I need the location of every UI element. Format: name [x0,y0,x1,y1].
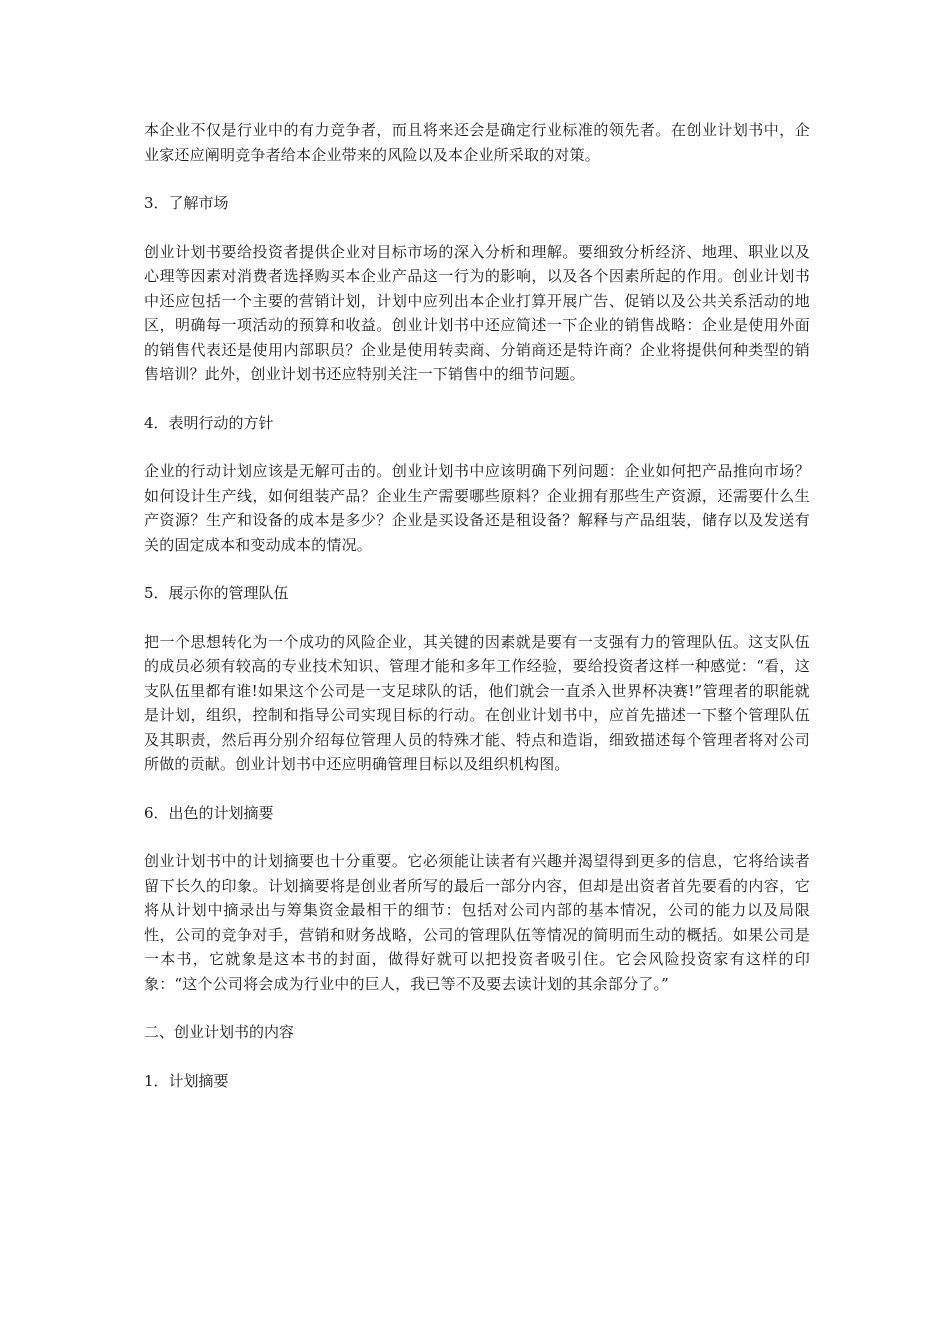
section-heading-action-plan: 4．表明行动的方针 [144,413,274,432]
chapter-heading-plan-contents: 二、创业计划书的内容 [144,1023,295,1041]
paragraph-management-team: 把一个思想转化为一个成功的风险企业，其关键的因素就是要有一支强有力的管理队伍。这支队伍的成员必须有较高的专业技术知识、管理才能和多年工作经验，要给投资者这样一种感觉：“看，这支队伍里都有谁!如果这个公司是一支足球队的话，他们就会一直杀入世界杯决赛!”管理者的职能就是计划，组织，控制和指导公司实现目标的行动。在创业计划书中，应首先描述一下整个管理队伍及其职责，然后再分别介绍每位管理人员的特殊才能、特点和造诣，细致描述每个管理者将对公司所做的贡献。创业计划书中还应明确管理目标以及组织机构图。 [144,632,810,773]
paragraph-executive-summary: 创业计划书中的计划摘要也十分重要。它必须能让读者有兴趣并渴望得到更多的信息，它将给读者留下长久的印象。计划摘要将是创业者所写的最后一部分内容，但却是出资者首先要看的内容，它将从计划中摘录出与筹集资金最相干的细节：包括对公司内部的基本情况，公司的能力以及局限性，公司的竞争对手，营销和财务战略，公司的管理队伍等情况的简明而生动的概括。如果公司是一本书，它就象是这本书的封面，做得好就可以把投资者吸引住。它会风险投资家有这样的印象：“这个公司将会成为行业中的巨人，我已等不及要去读计划的其余部分了。” [144,852,810,993]
section-heading-plan-summary: 1．计划摘要 [144,1071,229,1090]
document-page [144,118,810,1093]
section-heading-understand-market: 3．了解市场 [144,194,229,212]
paragraph-action-plan: 企业的行动计划应该是无解可击的。创业计划书中应该明确下列问题：企业如何把产品推向市场？如何设计生产线，如何组装产品？企业生产需要哪些原料？企业拥有那些生产资源，还需要什么生产资源？生产和设备的成本是多少？企业是买设备还是租设备？解释与产品组装，储存以及发送有关的固定成本和变动成本的情况。 [144,462,810,554]
paragraph-competition-strategy: 本企业不仅是行业中的有力竞争者，而且将来还会是确定行业标准的领先者。在创业计划书中，企业家还应阐明竞争者给本企业带来的风险以及本企业所采取的对策。 [144,121,810,164]
section-heading-management-team: 5．展示你的管理队伍 [144,584,289,602]
section-heading-executive-summary: 6．出色的计划摘要 [144,803,274,822]
paragraph-market-analysis: 创业计划书要给投资者提供企业对目标市场的深入分析和理解。要细致分析经济、地理、职业以及心理等因素对消费者选择购买本企业产品这一行为的影响，以及各个因素所起的作用。创业计划书中还应包括一个主要的营销计划，计划中应列出本企业打算开展广告、促销以及公共关系活动的地区，明确每一项活动的预算和收益。创业计划书中还应简述一下企业的销售战略：企业是使用外面的销售代表还是使用内部职员？企业是使用转卖商、分销商还是特许商？企业将提供何种类型的销售培训？此外，创业计划书还应特别关注一下销售中的细节问题。 [144,242,810,383]
